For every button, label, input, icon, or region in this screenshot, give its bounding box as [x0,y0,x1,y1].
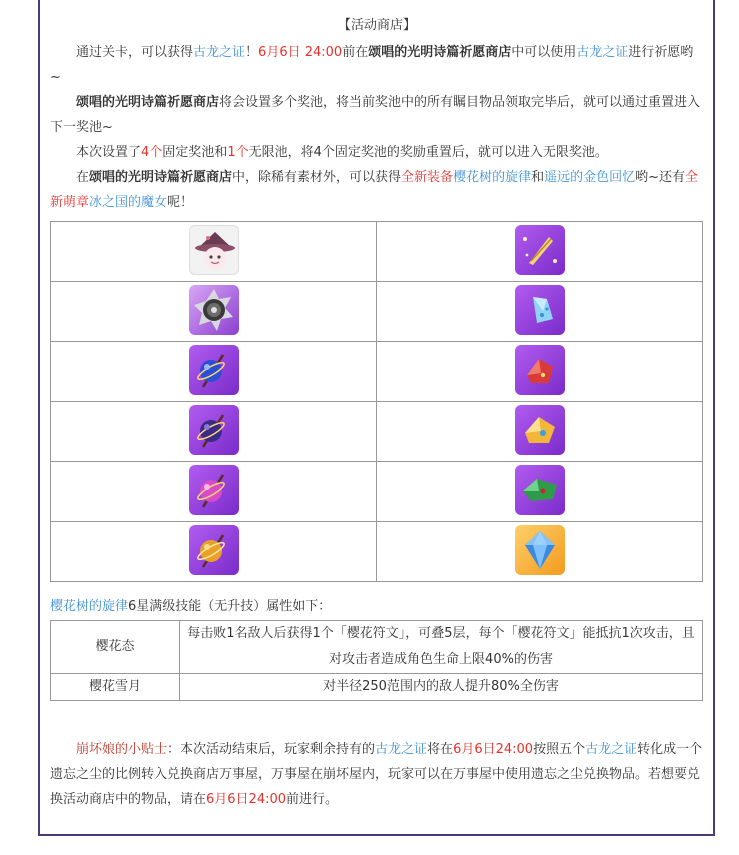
text: 通过关卡，可以获得 [76,45,194,60]
text: 在 [76,170,90,185]
text: 固定奖池和 [162,145,228,160]
infinite-pool-count: 1个 [227,145,249,160]
text: 将会设置多个奖池，将当前奖池中的所有瞩目物品领取完毕后，就可以通过重置进入下一奖池~ [50,95,701,135]
item-cell [51,522,377,582]
skill-name: 樱花雪月 [51,674,180,701]
gold-orb-staff-icon [189,525,239,575]
article-content [50,14,704,812]
item-cell [51,222,377,282]
skill-intro-text: 6星满级技能（无升技）属性如下： [128,599,332,614]
shop-name: 颂唱的光明诗篇祈愿商店 [89,170,233,185]
skill-description: 每击败1名敌人后获得1个「樱花符文」，可叠5层，每个「樱花符文」能抵抗1次攻击，且对攻击者造成角色生命上限40%的伤害 [180,621,703,674]
new-badge-label: 全新萌章 [50,170,699,210]
item-cell [377,282,703,342]
text: 和 [531,170,545,185]
section-title: 【活动商店】 [337,18,416,33]
deadline-date: 6月6日24:00 [453,742,534,757]
item-cell [377,342,703,402]
paragraph-1 [50,40,704,90]
table-row [51,282,703,342]
text: ！ [245,45,259,60]
item-cell [377,462,703,522]
paragraph-3 [50,140,704,165]
table-row [51,522,703,582]
table-row [51,674,703,701]
paragraph-2 [50,90,704,140]
text: ：本次活动结束后，玩家剩余持有的 [167,742,376,757]
text: 哟~还有 [635,170,686,185]
skills-table [50,620,703,701]
item-cell [377,402,703,462]
table-row [51,621,703,674]
item-cell [51,402,377,462]
table-row [51,342,703,402]
item-link-ancient-dragon-proof[interactable]: 古龙之证 [585,742,638,757]
text: 将在 [427,742,454,757]
skill-intro [50,598,704,616]
table-row [51,462,703,522]
equip-link-golden-memory[interactable]: 遥远的金色回忆 [544,170,636,185]
item-link-ancient-dragon-proof[interactable]: 古龙之证 [576,45,629,60]
red-gem-fragment-icon [515,345,565,395]
tips-label: 崩坏娘的小贴士 [76,742,168,757]
equip-link-sakura-melody[interactable]: 樱花树的旋律 [50,599,129,614]
item-cell [51,282,377,342]
text: 前在 [342,45,369,60]
item-link-ancient-dragon-proof[interactable]: 古龙之证 [375,742,428,757]
skill-description: 对半径250范围内的敌人提升80%全伤害 [180,674,703,701]
silver-badge-icon [189,285,239,335]
text: 无限池，将4个固定奖池的奖励重置后，就可以进入无限奖池。 [248,145,608,160]
witch-hat-avatar-icon [189,225,239,275]
text: 按照五个 [533,742,586,757]
new-equipment-label: 全新装备 [401,170,454,185]
deadline-date: 6月6日 24:00 [258,45,343,60]
shop-name: 颂唱的光明诗篇祈愿商店 [368,45,512,60]
paragraph-4 [50,165,704,215]
deadline-date: 6月6日24:00 [206,792,287,807]
blue-orb-staff-icon [189,345,239,395]
gold-gem-fragment-icon [515,405,565,455]
item-link-ancient-dragon-proof[interactable]: 古龙之证 [193,45,246,60]
text: 进行祈愿哟~ [50,45,694,85]
item-cell [51,342,377,402]
table-row [51,222,703,282]
item-grid-table [50,221,703,582]
shop-name: 颂唱的光明诗篇祈愿商店 [76,95,220,110]
tips-paragraph [50,737,704,812]
badge-link-ice-witch[interactable]: 冰之国的魔女 [89,195,168,210]
blue-diamond-icon [515,525,565,575]
item-cell [377,522,703,582]
blue-crystal-shard-icon [515,285,565,335]
text: 呢！ [167,195,194,210]
pink-orb-staff-icon [189,465,239,515]
text: 中可以使用 [511,45,577,60]
purple-orb-staff-icon [189,405,239,455]
skill-name: 樱花态 [51,621,180,674]
equip-link-sakura-melody[interactable]: 樱花树的旋律 [453,170,532,185]
item-cell [377,222,703,282]
text: 本次设置了 [76,145,142,160]
green-gem-fragment-icon [515,465,565,515]
text: 中，除稀有素材外，可以获得 [232,170,402,185]
item-cell [51,462,377,522]
fixed-pool-count: 4个 [141,145,163,160]
table-row [51,402,703,462]
golden-feather-icon [515,225,565,275]
text: 转化成一个遗忘之尘的比例转入兑换商店万事屋，万事屋在崩坏屋内，玩家可以在万事屋中使用遗忘之尘兑换物品。若想要兑换活动商店中的物品，请在 [50,742,703,807]
text: 前进行。 [286,792,339,807]
